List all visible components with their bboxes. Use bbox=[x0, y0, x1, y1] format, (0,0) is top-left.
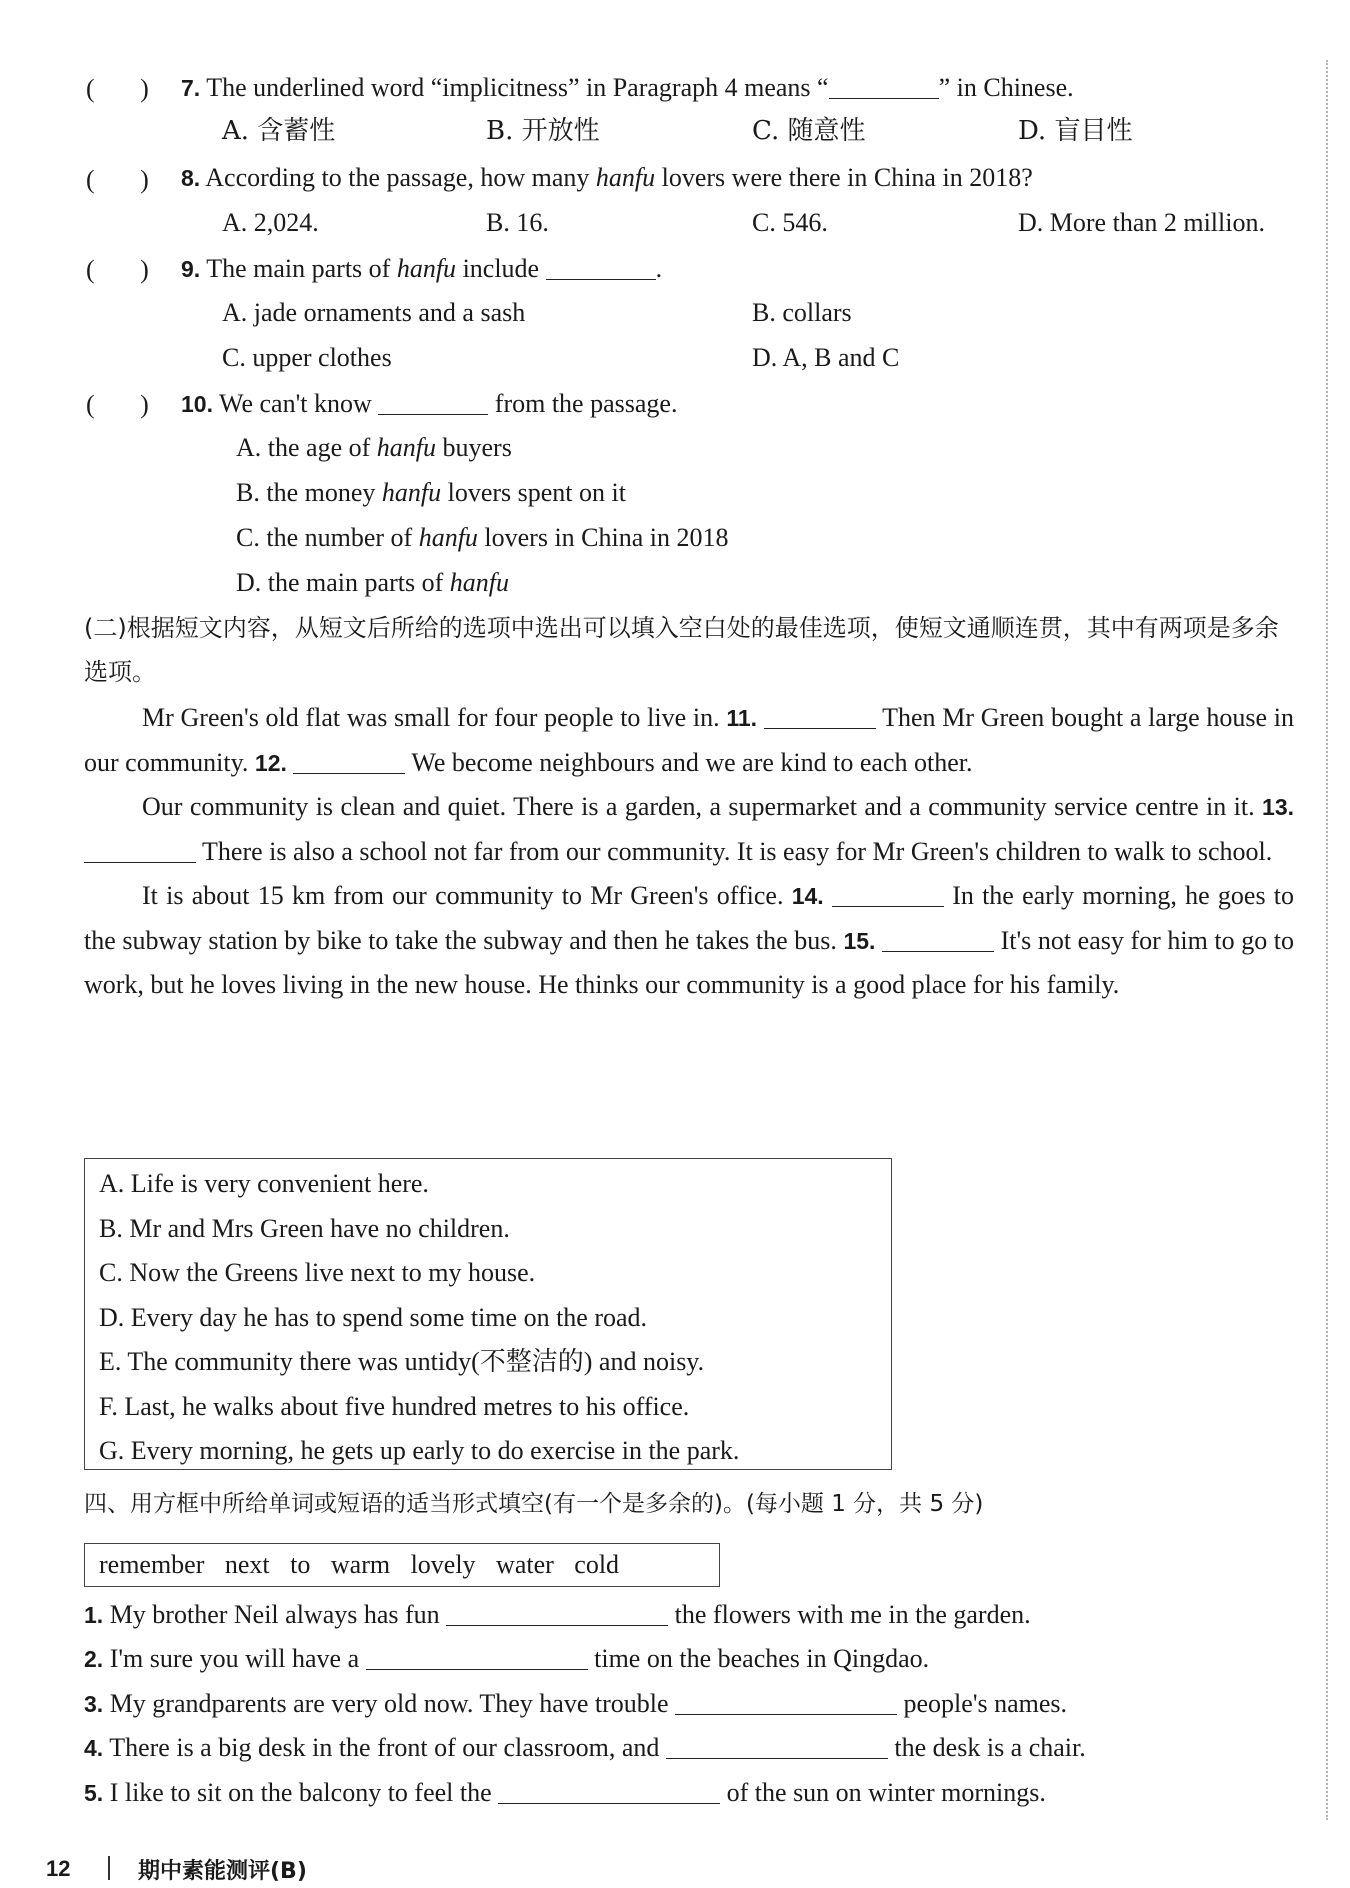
passage bbox=[84, 696, 1294, 1008]
q10-option-a[interactable]: A. the age of hanfu buyers bbox=[236, 433, 512, 462]
blank-12[interactable] bbox=[293, 749, 405, 774]
answer-bracket-7[interactable]: ( ) bbox=[86, 74, 149, 103]
fill-blank-3[interactable] bbox=[675, 1690, 897, 1715]
q7-option-c[interactable]: C. 随意性 bbox=[752, 116, 866, 146]
page-number: 12 bbox=[46, 1856, 71, 1881]
q10-option-d[interactable]: D. the main parts of hanfu bbox=[236, 568, 509, 597]
q8-option-a[interactable]: A. 2,024. bbox=[222, 208, 319, 237]
q8-option-b[interactable]: B. 16. bbox=[486, 208, 549, 237]
blank-10[interactable] bbox=[378, 390, 488, 415]
fill-blank-5[interactable] bbox=[498, 1779, 720, 1804]
fill-blank-1[interactable] bbox=[446, 1601, 668, 1626]
fill-item-2: 2. I'm sure you will have a time on the beaches in Qingdao. bbox=[84, 1644, 930, 1673]
passage-paragraph-1: Mr Green's old flat was small for four people to live in. 11. Then Mr Green bought a large house in our community. 12. We become neighbours and we are kind to each other. bbox=[84, 703, 1295, 777]
box-option-b[interactable]: B. Mr and Mrs Green have no children. bbox=[99, 1214, 510, 1243]
blank-7[interactable] bbox=[829, 74, 939, 99]
q8-option-c[interactable]: C. 546. bbox=[752, 208, 828, 237]
blank-11[interactable] bbox=[764, 704, 876, 729]
fill-blank-4[interactable] bbox=[666, 1734, 888, 1759]
box-option-c[interactable]: C. Now the Greens live next to my house. bbox=[99, 1258, 536, 1287]
blank-15[interactable] bbox=[882, 927, 994, 952]
q7-option-a[interactable]: A. 含蓄性 bbox=[222, 116, 336, 146]
fill-blank-2[interactable] bbox=[366, 1645, 588, 1670]
q9-option-d[interactable]: D. A, B and C bbox=[752, 343, 900, 372]
q7-option-d[interactable]: D. 盲目性 bbox=[1018, 116, 1133, 146]
question-9: 9. The main parts of hanfu include . bbox=[181, 254, 663, 283]
q9-option-a[interactable]: A. jade ornaments and a sash bbox=[222, 298, 526, 327]
q10-option-b[interactable]: B. the money hanfu lovers spent on it bbox=[236, 478, 626, 507]
question-10: 10. We can't know from the passage. bbox=[181, 389, 678, 418]
box-option-a[interactable]: A. Life is very convenient here. bbox=[99, 1169, 429, 1198]
box-option-g[interactable]: G. Every morning, he gets up early to do exercise in the park. bbox=[99, 1436, 740, 1465]
blank-9[interactable] bbox=[546, 255, 656, 280]
footer-divider bbox=[108, 1856, 110, 1880]
footer-title: 期中素能测评(B) bbox=[138, 1859, 307, 1884]
answer-bracket-10[interactable]: ( ) bbox=[86, 390, 149, 419]
q9-option-b[interactable]: B. collars bbox=[752, 298, 852, 327]
passage-paragraph-3: It is about 15 km from our community to Mr Green's office. 14. In the early morning, he goes to the subway station by bike to take the subway and then he takes the bus. 15. It's not easy for him to go to work, but he loves living in the new house. He thinks our community is a good place for his family. bbox=[84, 881, 1295, 999]
q7-option-b[interactable]: B. 开放性 bbox=[486, 116, 600, 146]
passage-paragraph-2: Our community is clean and quiet. There is a garden, a supermarket and a community service centre in it. 13. There is also a school not far from our community. It is easy for Mr Green's children to walk to school. bbox=[84, 785, 1294, 874]
options-box bbox=[84, 1158, 892, 1470]
box-option-e[interactable]: E. The community there was untidy(不整洁的) and noisy. bbox=[99, 1347, 705, 1376]
fill-item-1: 1. My brother Neil always has fun the flowers with me in the garden. bbox=[84, 1600, 1031, 1629]
q9-option-c[interactable]: C. upper clothes bbox=[222, 343, 392, 372]
answer-bracket-8[interactable]: ( ) bbox=[86, 165, 149, 194]
box-option-d[interactable]: D. Every day he has to spend some time on the road. bbox=[99, 1303, 648, 1332]
blank-13[interactable] bbox=[84, 838, 196, 863]
fill-item-3: 3. My grandparents are very old now. They have trouble people's names. bbox=[84, 1689, 1068, 1718]
question-7: 7. The underlined word “implicitness” in Paragraph 4 means “ ” in Chinese. bbox=[181, 73, 1074, 102]
question-8: 8. According to the passage, how many hanfu lovers were there in China in 2018? bbox=[181, 163, 1033, 192]
answer-bracket-9[interactable]: ( ) bbox=[86, 255, 149, 284]
fill-item-4: 4. There is a big desk in the front of our classroom, and the desk is a chair. bbox=[84, 1733, 1086, 1762]
word-box: remember next to warm lovely water cold bbox=[84, 1543, 720, 1587]
fill-item-5: 5. I like to sit on the balcony to feel the of the sun on winter mornings. bbox=[84, 1778, 1046, 1807]
section-4-heading: 四、用方框中所给单词或短语的适当形式填空(有一个是多余的)。(每小题 1 分，共 5 分) bbox=[84, 1491, 984, 1517]
blank-14[interactable] bbox=[832, 882, 944, 907]
box-option-f[interactable]: F. Last, he walks about five hundred metres to his office. bbox=[99, 1392, 690, 1421]
q10-option-c[interactable]: C. the number of hanfu lovers in China in 2018 bbox=[236, 523, 729, 552]
cut-line bbox=[1326, 60, 1328, 1820]
q8-option-d[interactable]: D. More than 2 million. bbox=[1018, 208, 1265, 237]
section-2-instruction: (二)根据短文内容，从短文后所给的选项中选出可以填入空白处的最佳选项，使短文通顺连贯，其中有两项是多余选项。 bbox=[84, 614, 1279, 686]
